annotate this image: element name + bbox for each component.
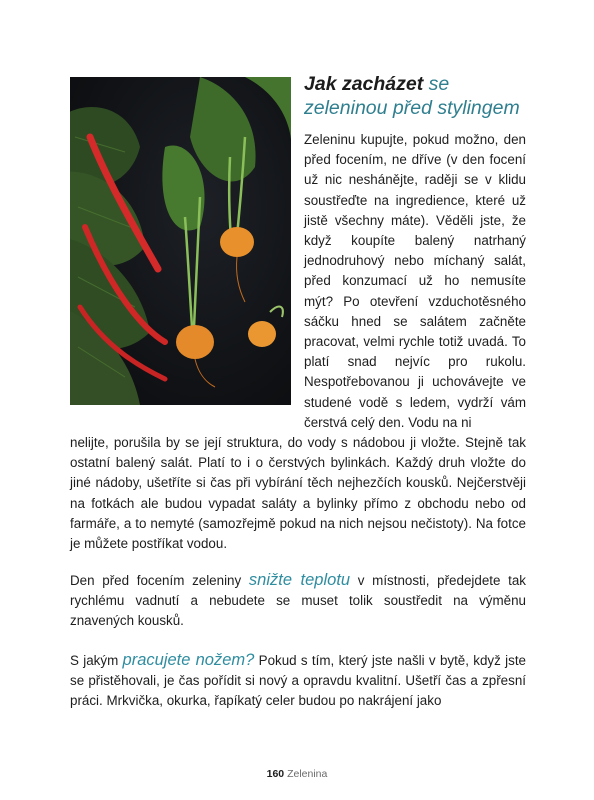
page-number: 160 (266, 768, 285, 780)
intro-paragraph: Zeleninu kupujte, pokud možno, den před focením, ne dříve (v den focení už nic neshánějte, raději se v klidu soustřeďte na ingredience, které už jistě všechny máte). Věděli jste, že když koupíte balený natrhaný jednodruhový nebo míchaný salát, před konzumací už ho nemusíte mýt? Po otevření vzduchotěsného sáčku hned se salátem začněte pracovat, velmi rychle totiž uvadá. To platí snad nejvíc pro rukolu. Nespotřebovanou ji uchovávejte ve studené vodě s ledem, vydrží vám čerstvá celý den. Vodu na ni (304, 132, 526, 430)
vegetable-photo (70, 77, 291, 405)
section-heading: Jak zacházet se zeleninou před stylingem (304, 73, 520, 119)
section-name: Zelenina (287, 768, 328, 780)
accent-phrase: snižte teplotu (248, 571, 351, 589)
accent-phrase: pracujete nožem? (122, 651, 255, 669)
intro-paragraph-continued: nelijte, porušila by se její struktura, do vody s nádobou ji vložte. Stejně tak ostatní balený salát. Platí to i o čerstvých bylinkách. Každý druh vložte do jiné nádoby, ušetříte si čas při vybírání těch nejhezčích kousků. Nejčerstvěji na fotkách ale budou vypadat saláty a bylinky přímo z obchodu nebo od farmáře, a to nemyté (samozřejmě pokud na nich nejsou nečistoty). Na fotce je můžete postříkat vodou. (70, 435, 526, 552)
page-footer (0, 768, 594, 780)
knife-paragraph: S jakým pracujete nožem? Pokud s tím, který jste našli v bytě, když jste se přistěhovali, je čas pořídit si nový a opravdu kvalitní. Ušetří čas a zpřesní práci. Mrkvička, okurka, řapíkatý celer budou po nakrájení jako (70, 651, 526, 709)
temperature-paragraph: Den před focením zeleniny snižte teplotu v místnosti, předejdete tak rychlému vadnutí a nebudete se muset tolik soustředit na výměnu znavených kousků. (70, 571, 526, 629)
